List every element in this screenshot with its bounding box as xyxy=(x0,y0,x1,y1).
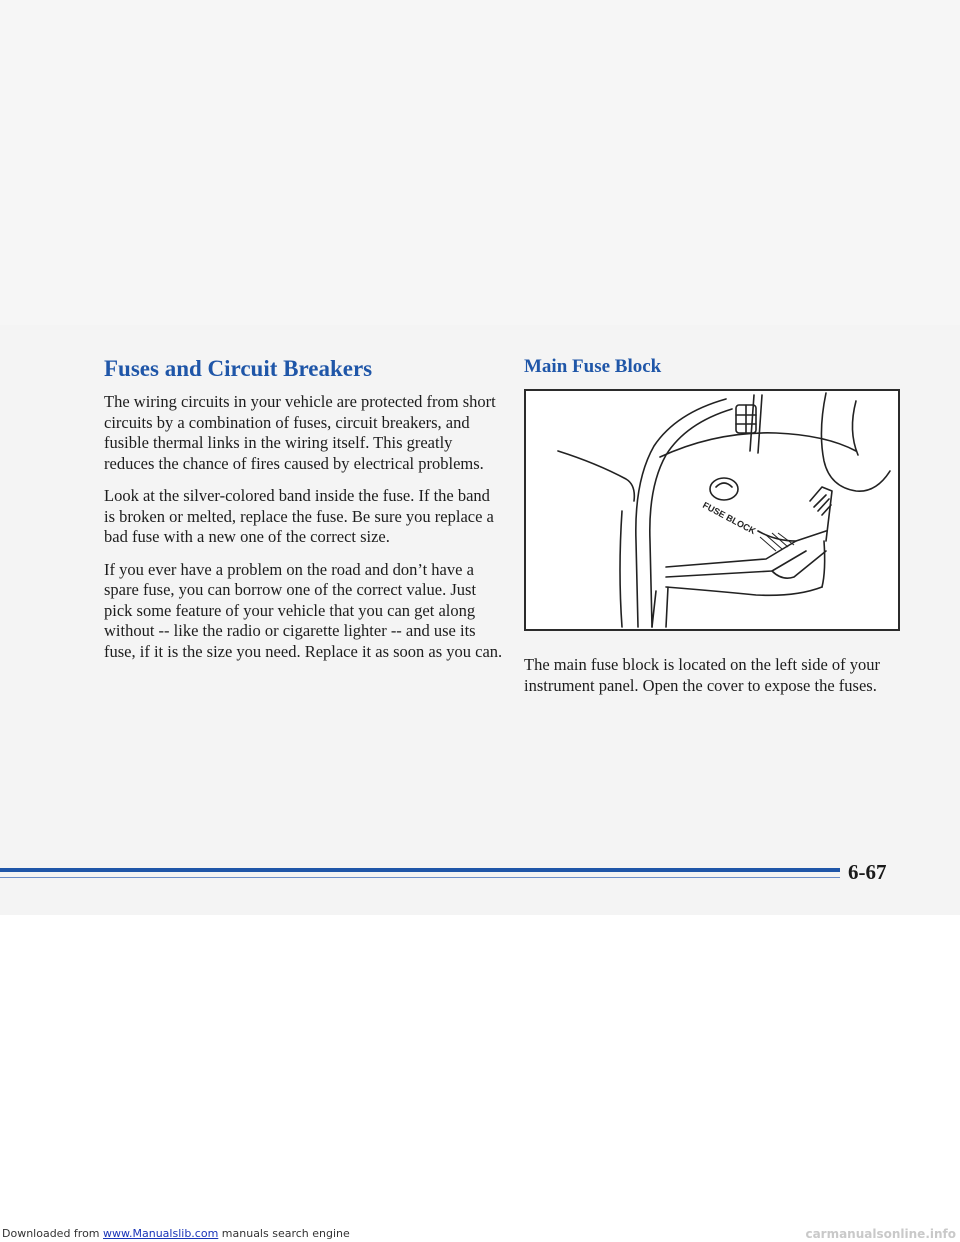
section-body xyxy=(104,392,504,674)
fuse-block-illustration xyxy=(524,389,900,631)
fuse-block-callout: FUSE BLOCK xyxy=(701,499,758,537)
paragraph-wiring-circuits: The wiring circuits in your vehicle are protected from short circuits by a combination of fuses, circuit breakers, and fusible thermal links in the wiring itself. This greatly reduces the chance of fires caused by electrical problems. xyxy=(104,392,496,473)
banner-suffix: manuals search engine xyxy=(221,1227,350,1240)
paragraph-silver-band: Look at the silver-colored band inside the fuse. If the band is broken or melted, replace the fuse. Be sure you replace a bad fuse with a new one of the correct size. xyxy=(104,486,494,546)
page-number: 6-67 xyxy=(848,860,887,884)
footer-rule xyxy=(0,868,840,872)
manualslib-link[interactable]: www.Manualslib.com xyxy=(103,1227,219,1240)
site-watermark: carmanualsonline.info xyxy=(805,1227,956,1241)
banner-prefix: Downloaded from xyxy=(2,1227,100,1240)
fuse-block-caption: The main fuse block is located on the left side of your instrument panel. Open the cover to expose the fuses. xyxy=(524,655,881,695)
footer-rule-thin xyxy=(0,877,840,878)
subsection-title: Main Fuse Block xyxy=(524,356,662,377)
paragraph-spare-fuse: If you ever have a problem on the road and don’t have a spare fuse, you can borrow one of the correct value. Just pick some feature of your vehicle that you can get along without -- like the radio or cigarette lighter -- and use its fuse, if it is the size you need. Replace it as soon as you can. xyxy=(104,559,503,661)
section-title: Fuses and Circuit Breakers xyxy=(104,356,373,381)
fuse-block-drawing xyxy=(526,391,898,629)
